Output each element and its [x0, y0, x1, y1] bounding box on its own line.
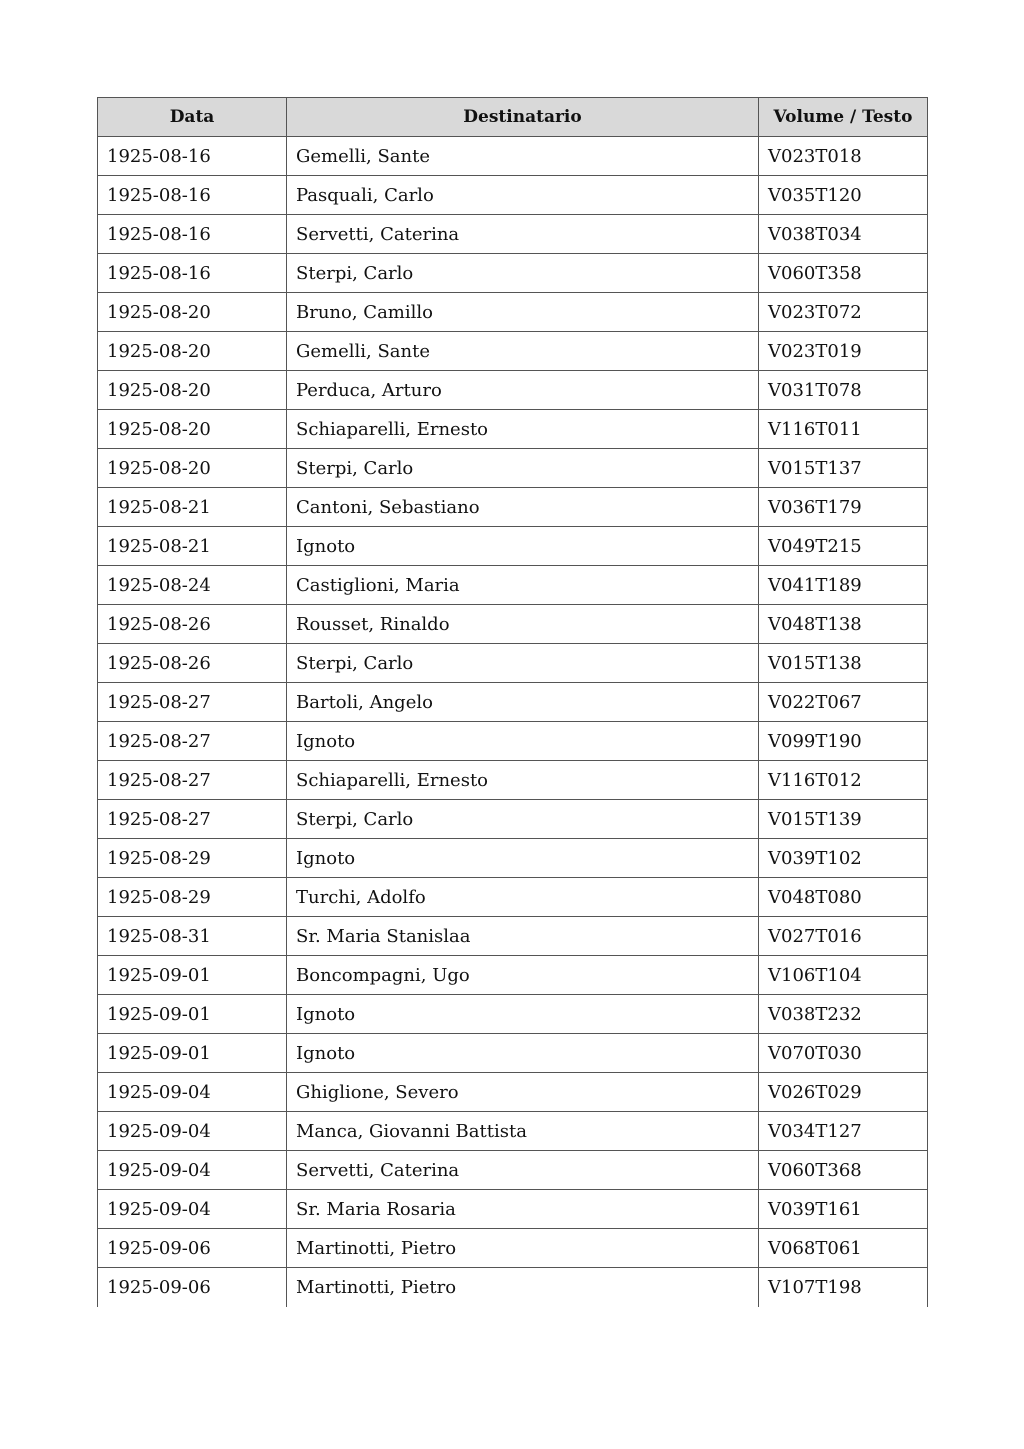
cell-volume-text: V116T011 [759, 410, 928, 449]
cell-volume-text: V015T138 [759, 644, 928, 683]
cell-volume-text: V015T137 [759, 449, 928, 488]
table-row [98, 371, 928, 410]
cell-recipient: Sterpi, Carlo [287, 800, 759, 839]
cell-volume-text: V022T067 [759, 683, 928, 722]
table-row [98, 215, 928, 254]
table-row [98, 293, 928, 332]
cell-date: 1925-09-06 [98, 1229, 287, 1268]
cell-volume-text: V038T232 [759, 995, 928, 1034]
cell-recipient: Pasquali, Carlo [287, 176, 759, 215]
cell-recipient: Manca, Giovanni Battista [287, 1112, 759, 1151]
cell-recipient: Servetti, Caterina [287, 1151, 759, 1190]
cell-recipient: Sterpi, Carlo [287, 644, 759, 683]
cell-date: 1925-09-01 [98, 956, 287, 995]
cell-recipient: Sterpi, Carlo [287, 449, 759, 488]
cell-recipient: Gemelli, Sante [287, 137, 759, 176]
cell-volume-text: V041T189 [759, 566, 928, 605]
table-row [98, 644, 928, 683]
cell-date: 1925-08-21 [98, 488, 287, 527]
cell-volume-text: V048T080 [759, 878, 928, 917]
table-row [98, 1151, 928, 1190]
cell-volume-text: V116T012 [759, 761, 928, 800]
table-row [98, 761, 928, 800]
cell-date: 1925-09-04 [98, 1151, 287, 1190]
cell-recipient: Schiaparelli, Ernesto [287, 410, 759, 449]
cell-volume-text: V049T215 [759, 527, 928, 566]
table-row [98, 1190, 928, 1229]
cell-recipient: Rousset, Rinaldo [287, 605, 759, 644]
cell-volume-text: V068T061 [759, 1229, 928, 1268]
table-row [98, 1268, 928, 1307]
cell-volume-text: V034T127 [759, 1112, 928, 1151]
cell-recipient: Ignoto [287, 995, 759, 1034]
cell-date: 1925-09-06 [98, 1268, 287, 1307]
cell-date: 1925-08-29 [98, 878, 287, 917]
cell-recipient: Schiaparelli, Ernesto [287, 761, 759, 800]
cell-recipient: Cantoni, Sebastiano [287, 488, 759, 527]
table-row [98, 1073, 928, 1112]
table-row [98, 566, 928, 605]
cell-volume-text: V023T072 [759, 293, 928, 332]
table-row [98, 1112, 928, 1151]
cell-date: 1925-09-01 [98, 995, 287, 1034]
table-row [98, 332, 928, 371]
cell-recipient: Servetti, Caterina [287, 215, 759, 254]
cell-volume-text: V031T078 [759, 371, 928, 410]
cell-date: 1925-08-21 [98, 527, 287, 566]
cell-recipient: Perduca, Arturo [287, 371, 759, 410]
cell-recipient: Bartoli, Angelo [287, 683, 759, 722]
table-row [98, 176, 928, 215]
cell-recipient: Sr. Maria Rosaria [287, 1190, 759, 1229]
letters-table [97, 97, 928, 1307]
cell-recipient: Sterpi, Carlo [287, 254, 759, 293]
cell-date: 1925-08-20 [98, 371, 287, 410]
cell-date: 1925-08-24 [98, 566, 287, 605]
table-row [98, 995, 928, 1034]
table-row [98, 449, 928, 488]
cell-recipient: Castiglioni, Maria [287, 566, 759, 605]
cell-volume-text: V039T161 [759, 1190, 928, 1229]
cell-date: 1925-09-04 [98, 1190, 287, 1229]
cell-date: 1925-08-27 [98, 683, 287, 722]
table-row [98, 839, 928, 878]
table-row [98, 956, 928, 995]
cell-recipient: Sr. Maria Stanislaa [287, 917, 759, 956]
cell-date: 1925-08-20 [98, 332, 287, 371]
cell-date: 1925-08-26 [98, 644, 287, 683]
cell-recipient: Ignoto [287, 839, 759, 878]
table-row [98, 527, 928, 566]
table-row [98, 917, 928, 956]
table-body [98, 137, 928, 1307]
cell-date: 1925-08-27 [98, 761, 287, 800]
table-row [98, 488, 928, 527]
cell-volume-text: V036T179 [759, 488, 928, 527]
cell-date: 1925-08-29 [98, 839, 287, 878]
cell-recipient: Martinotti, Pietro [287, 1229, 759, 1268]
cell-recipient: Boncompagni, Ugo [287, 956, 759, 995]
table-row [98, 605, 928, 644]
cell-recipient: Ignoto [287, 1034, 759, 1073]
table-row [98, 1229, 928, 1268]
cell-volume-text: V107T198 [759, 1268, 928, 1307]
header-data: Data [98, 98, 287, 137]
table-row [98, 137, 928, 176]
cell-volume-text: V039T102 [759, 839, 928, 878]
table-row [98, 683, 928, 722]
cell-volume-text: V070T030 [759, 1034, 928, 1073]
cell-date: 1925-08-16 [98, 215, 287, 254]
cell-volume-text: V027T016 [759, 917, 928, 956]
cell-date: 1925-09-04 [98, 1073, 287, 1112]
cell-volume-text: V026T029 [759, 1073, 928, 1112]
table-row [98, 878, 928, 917]
cell-recipient: Ghiglione, Severo [287, 1073, 759, 1112]
cell-recipient: Martinotti, Pietro [287, 1268, 759, 1307]
document-page [97, 97, 927, 1307]
cell-date: 1925-08-27 [98, 800, 287, 839]
cell-volume-text: V035T120 [759, 176, 928, 215]
cell-volume-text: V015T139 [759, 800, 928, 839]
table-row [98, 254, 928, 293]
cell-date: 1925-08-16 [98, 176, 287, 215]
cell-recipient: Gemelli, Sante [287, 332, 759, 371]
cell-date: 1925-08-20 [98, 449, 287, 488]
cell-date: 1925-08-27 [98, 722, 287, 761]
cell-date: 1925-08-16 [98, 254, 287, 293]
table-row [98, 722, 928, 761]
cell-volume-text: V060T358 [759, 254, 928, 293]
cell-recipient: Ignoto [287, 722, 759, 761]
cell-volume-text: V099T190 [759, 722, 928, 761]
cell-volume-text: V023T019 [759, 332, 928, 371]
cell-recipient: Ignoto [287, 527, 759, 566]
cell-recipient: Turchi, Adolfo [287, 878, 759, 917]
cell-date: 1925-09-01 [98, 1034, 287, 1073]
header-destinatario: Destinatario [287, 98, 759, 137]
table-row [98, 1034, 928, 1073]
cell-volume-text: V048T138 [759, 605, 928, 644]
cell-date: 1925-08-26 [98, 605, 287, 644]
cell-volume-text: V060T368 [759, 1151, 928, 1190]
cell-volume-text: V023T018 [759, 137, 928, 176]
cell-volume-text: V038T034 [759, 215, 928, 254]
table-row [98, 410, 928, 449]
cell-volume-text: V106T104 [759, 956, 928, 995]
header-volume-testo: Volume / Testo [759, 98, 928, 137]
cell-date: 1925-08-20 [98, 293, 287, 332]
cell-recipient: Bruno, Camillo [287, 293, 759, 332]
cell-date: 1925-08-20 [98, 410, 287, 449]
table-row [98, 800, 928, 839]
cell-date: 1925-09-04 [98, 1112, 287, 1151]
cell-date: 1925-08-31 [98, 917, 287, 956]
table-header-row [98, 98, 928, 137]
cell-date: 1925-08-16 [98, 137, 287, 176]
